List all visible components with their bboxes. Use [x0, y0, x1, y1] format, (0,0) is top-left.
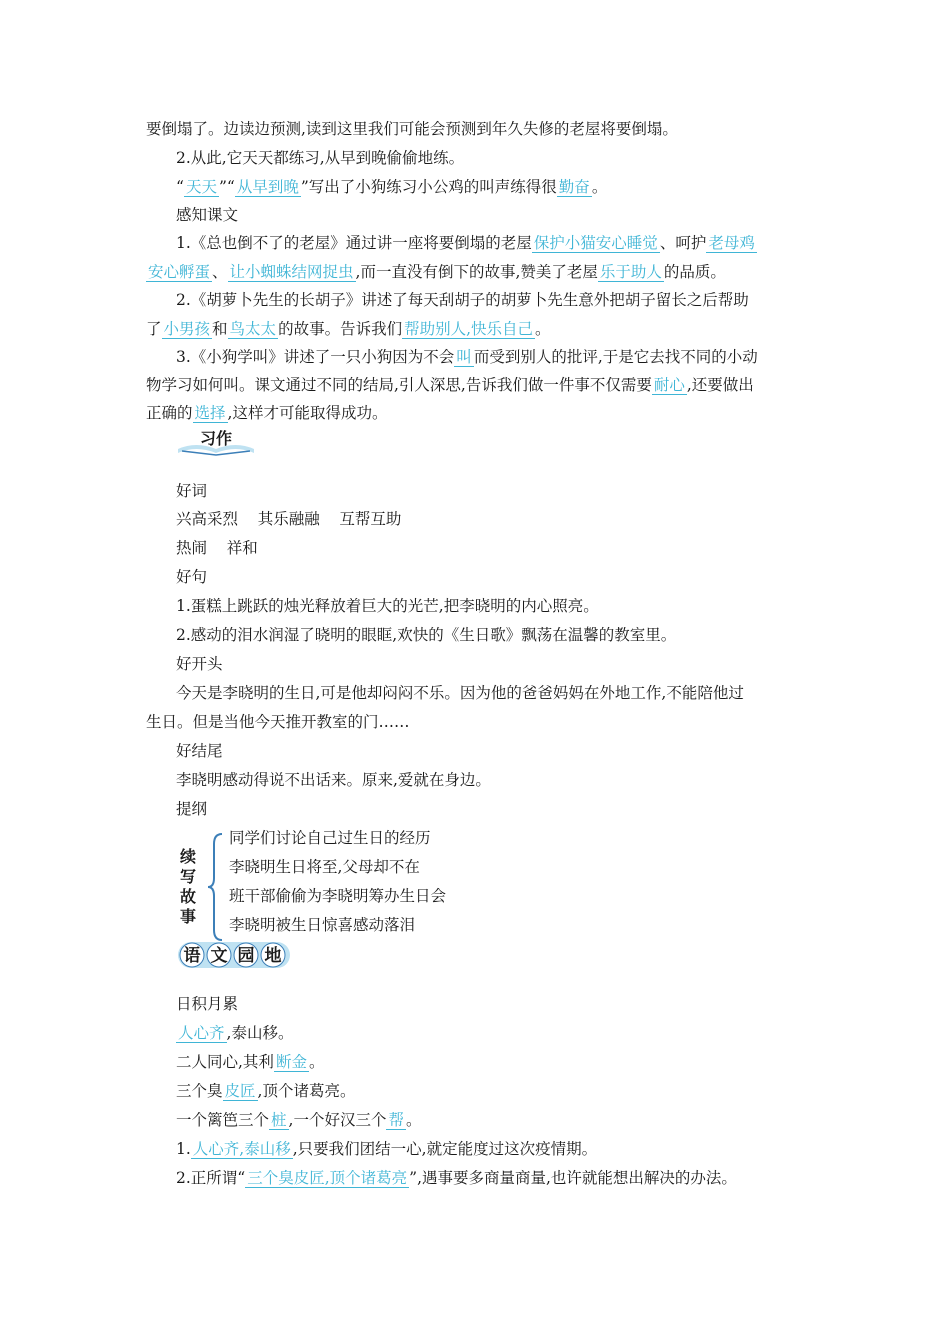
outline-brace-icon [206, 832, 226, 942]
garden-title-char: 文 [210, 946, 228, 966]
text-run: 1.《总也倒不了的老屋》通过讲一座将要倒塌的老屋 [176, 234, 532, 252]
answer-blank: 叫 [456, 348, 472, 366]
text-run: ”,遇事要多商量商量,也许就能想出解决的办法。 [409, 1169, 737, 1187]
answer-blank: 三个臭皮匠,顶个诸葛亮 [247, 1169, 408, 1187]
text-run: 2.正所谓“ [176, 1169, 246, 1187]
text-run: 。 [405, 1111, 422, 1129]
text-run: ,只要我们团结一心,就定能度过这次疫情期。 [292, 1140, 598, 1158]
garden-title-char: 园 [237, 946, 255, 966]
quote-mark: ” [300, 178, 309, 196]
text-run: ,泰山移。 [226, 1024, 294, 1042]
proverb-3 [176, 1080, 355, 1102]
outline-label-char: 故 [179, 887, 196, 906]
text-run: 、呵护 [659, 234, 707, 252]
daily-accumulation-heading: 日积月累 [176, 995, 239, 1013]
garden-title-char: 地 [264, 946, 282, 966]
outline-item: 李晓明被生日惊喜感动落泪 [229, 916, 416, 934]
text-run: 。 [535, 320, 551, 338]
paragraph-3-line-3 [146, 402, 387, 424]
good-ending-heading: 好结尾 [176, 742, 223, 760]
good-words-line-2: 热闹 祥和 [176, 539, 258, 557]
good-ending-line: 李晓明感动得说不出话来。原来,爱就在身边。 [176, 771, 491, 789]
good-opening-heading: 好开头 [176, 655, 223, 673]
text-run: 二人同心,其利 [176, 1053, 274, 1071]
answer-blank: 安心孵蛋 [148, 263, 211, 281]
outline-item: 李晓明生日将至,父母却不在 [229, 858, 420, 876]
answer-blank: 桩 [271, 1111, 287, 1129]
text-run: 一个篱笆三个 [176, 1111, 270, 1129]
text-run: 。 [308, 1053, 325, 1071]
answer-blank: 鸟太太 [229, 320, 277, 338]
paragraph-2-line-2 [146, 318, 551, 340]
writing-title: 习作 [199, 429, 233, 448]
good-sentences-heading: 好句 [176, 568, 208, 586]
outline-label-char: 事 [179, 907, 196, 926]
text-run: 3.《小狗学叫》讲述了一只小狗因为不会 [176, 348, 455, 366]
text-run: 、 [212, 263, 228, 281]
answer-blank: 老母鸡 [708, 234, 755, 252]
outline-label-char: 续 [179, 847, 196, 866]
text-run: 。 [591, 178, 608, 196]
text-run: 的故事。告诉我们 [278, 320, 403, 338]
paragraph-3-line-2 [146, 374, 754, 396]
reading-line-1: 要倒塌了。边读边预测,读到这里我们可能会预测到年久失修的老屋将要倒塌。 [146, 120, 678, 138]
answer-blank: 从早到晚 [236, 178, 299, 196]
text-run: 写出了小狗练习小公鸡的叫声练得很 [308, 178, 557, 196]
answer-blank: 天天 [185, 178, 217, 196]
paragraph-2-line-1: 2.《胡萝卜先生的长胡子》讲述了每天刮胡子的胡萝卜先生意外把胡子留长之后帮助 [176, 291, 749, 309]
answer-blank: 人心齐,泰山移 [192, 1140, 291, 1158]
exercise-2 [176, 1167, 737, 1189]
good-opening-line-2: 生日。但是当他今天推开教室的门…… [146, 713, 410, 731]
proverb-4 [176, 1109, 422, 1131]
answer-blank: 保护小猫安心睡觉 [533, 234, 658, 252]
good-words-heading: 好词 [176, 482, 208, 500]
chinese-garden-banner [176, 937, 292, 973]
answer-blank: 帮助别人,快乐自己 [404, 320, 534, 338]
exercise-1 [176, 1138, 597, 1160]
answer-blank: 断金 [275, 1053, 307, 1071]
text-run: ,顶个诸葛亮。 [257, 1082, 356, 1100]
text-run: 的品质。 [663, 263, 726, 281]
text-run: ,一个好汉三个 [288, 1111, 387, 1129]
section-heading-perceive: 感知课文 [176, 206, 239, 224]
paragraph-1-line-2 [146, 261, 726, 283]
paragraph-3-line-1 [176, 346, 758, 368]
text-run: ,而一直没有倒下的故事,赞美了老屋 [355, 263, 598, 281]
proverb-1 [176, 1022, 293, 1044]
outline-item: 同学们讨论自己过生日的经历 [229, 829, 431, 847]
good-sentence-2: 2.感动的泪水润湿了晓明的眼眶,欢快的《生日歌》飘荡在温馨的教室里。 [176, 626, 677, 644]
quote-mark: ” [218, 178, 227, 196]
answer-blank: 帮 [388, 1111, 404, 1129]
outline-heading: 提纲 [176, 800, 208, 818]
answer-blank: 让小蜘蛛结网捉虫 [229, 263, 354, 281]
answer-blank: 选择 [194, 404, 226, 422]
answer-blank: 人心齐 [178, 1024, 225, 1042]
text-run: ,还要做出 [686, 376, 754, 394]
text-run: 三个臭 [176, 1082, 223, 1100]
text-run: 而受到别人的批评,于是它去找不同的小动 [473, 348, 758, 366]
answer-blank: 皮匠 [224, 1082, 256, 1100]
text-run: 1. [176, 1140, 191, 1158]
reading-line-2: 2.从此,它天天都练习,从早到晚偷偷地练。 [176, 149, 465, 167]
answer-blank: 乐于助人 [599, 263, 662, 281]
text-run: 了 [146, 320, 162, 338]
good-sentence-1: 1.蛋糕上跳跃的烛光释放着巨大的光芒,把李晓明的内心照亮。 [176, 597, 599, 615]
good-words-line-1: 兴高采烈 其乐融融 互帮互助 [176, 510, 402, 528]
text-run: 和 [212, 320, 228, 338]
reading-line-3 [176, 176, 607, 198]
text-run: 物学习如何叫。课文通过不同的结局,引人深思,告诉我们做一件事不仅需要 [146, 376, 652, 394]
answer-blank: 勤奋 [558, 178, 590, 196]
paragraph-1-line-1 [176, 232, 757, 254]
outline-label-char: 写 [179, 867, 196, 886]
quote-mark: “ [176, 178, 184, 196]
proverb-2 [176, 1051, 324, 1073]
answer-blank: 小男孩 [163, 320, 211, 338]
text-run: 正确的 [146, 404, 193, 422]
text-run: ,这样才可能取得成功。 [227, 404, 388, 422]
outline-item: 班干部偷偷为李晓明筹办生日会 [229, 887, 447, 905]
writing-section-banner [176, 424, 256, 460]
answer-blank: 耐心 [653, 376, 685, 394]
garden-title-char: 语 [183, 946, 201, 966]
good-opening-line-1: 今天是李晓明的生日,可是他却闷闷不乐。因为他的爸爸妈妈在外地工作,不能陪他过 [176, 684, 744, 702]
quote-mark: “ [226, 178, 235, 196]
outline-side-label [178, 847, 198, 927]
